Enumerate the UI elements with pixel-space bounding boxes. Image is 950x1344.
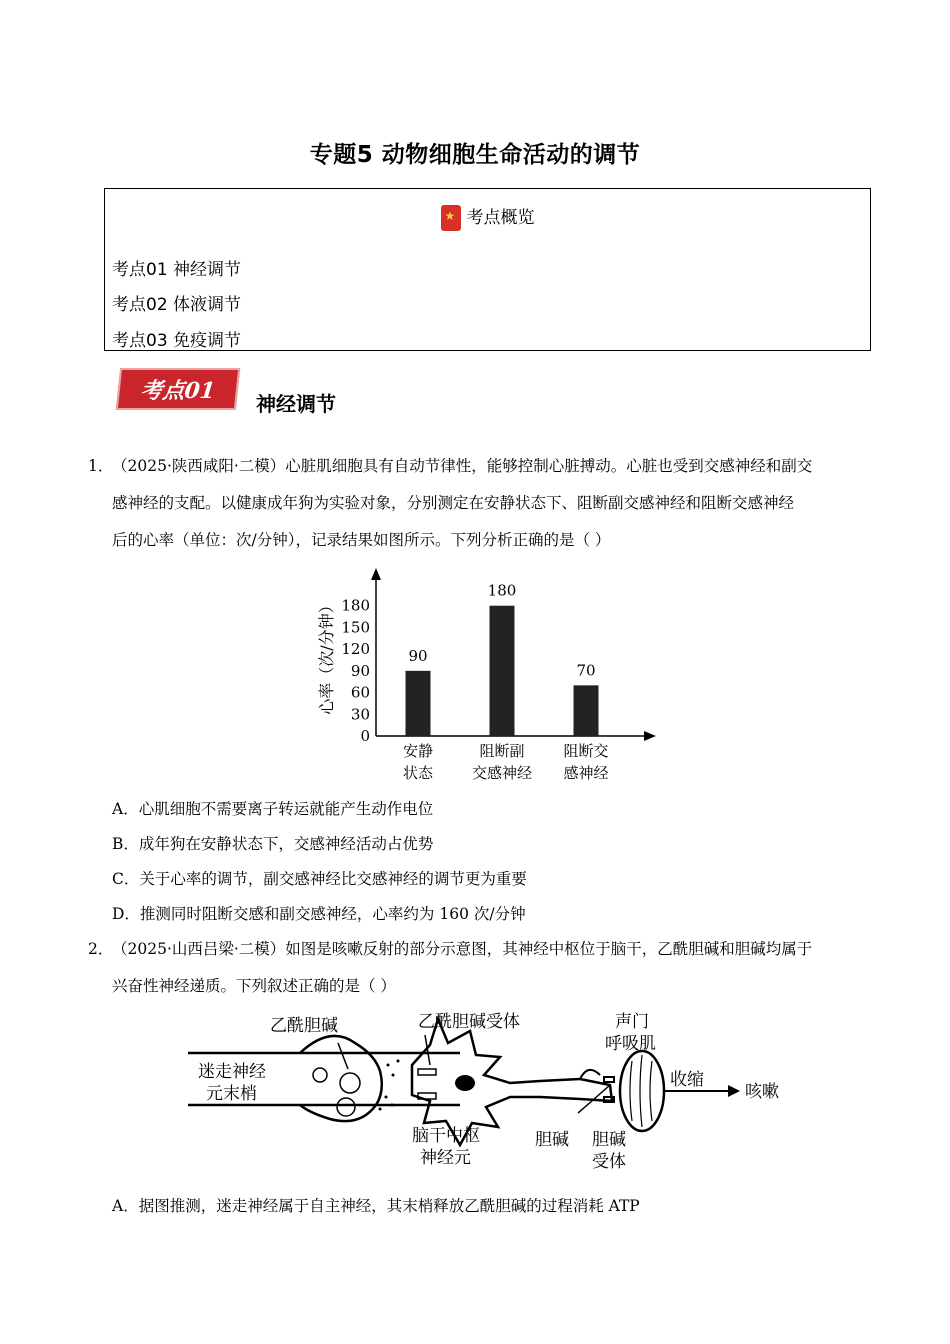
label-cough: 咳嗽 [745,1082,779,1102]
option-c: C．关于心率的调节，副交感神经比交感神经的调节更为重要 [112,870,527,888]
y-axis-label: 心率（次/分钟） [317,597,336,715]
y-tick-label: 30 [350,705,370,724]
option-b: B．成年狗在安静状态下，交感神经活动占优势 [112,835,434,853]
bar-value-label: 70 [576,661,596,680]
category-label: 阻断交 [563,742,609,760]
label-vagus-1: 迷走神经 [198,1062,266,1082]
label-center-2: 神经元 [420,1148,471,1168]
bar [574,685,599,736]
overview-item: 考点02 体液调节 [112,295,242,315]
ach-receptor [418,1069,436,1075]
overview-box [104,188,871,351]
x-axis-arrow-icon [644,731,656,741]
category-label: 状态 [402,764,434,782]
y-tick-label: 180 [341,596,370,615]
label-choline-receptor-2: 受体 [592,1152,626,1172]
overview-heading [105,203,870,231]
y-tick-label: 60 [350,683,370,702]
bar [406,671,431,736]
label-ach: 乙酰胆碱 [270,1016,338,1036]
label-vagus-2: 元末梢 [206,1084,257,1104]
overview-heading-text: 考点概览 [466,208,535,228]
category-label: 安静 [402,742,434,760]
category-label: 交感神经 [471,764,533,782]
bar-value-label: 180 [487,581,517,600]
y-tick-label: 120 [341,640,370,659]
label-choline-receptor-1: 胆碱 [592,1130,626,1150]
question-text-line: 后的心率（单位：次/分钟），记录结果如图所示。下列分析正确的是（ ） [112,531,611,549]
option-d: D．推测同时阻断交感和副交感神经，心率约为 160 次/分钟 [112,905,526,923]
overview-item: 考点01 神经调节 [112,260,242,280]
question-text-line: 感神经的支配。以健康成年狗为实验对象，分别测定在安静状态下、阻断副交感神经和阻断交感神经 [112,494,795,512]
respiratory-muscle [620,1051,664,1131]
cough-reflex-diagram [180,1005,800,1175]
y-tick-label: 150 [341,618,370,637]
y-tick-label: 90 [350,661,370,680]
vesicle [337,1098,355,1116]
question-text-line: （2025·陕西咸阳·二模）心脏肌细胞具有自动节律性，能够控制心脏搏动。心脏也受到交感神经和副交 [112,457,813,475]
question-text-line: 兴奋性神经递质。下列叙述正确的是（ ） [112,977,396,995]
heart-rate-chart [300,560,670,782]
question-number: 2． [88,940,114,958]
arrow-head-icon [728,1085,740,1097]
option-a: A．据图推测，迷走神经属于自主神经，其末梢释放乙酰胆碱的过程消耗 ATP [112,1197,640,1215]
category-label: 阻断副 [479,742,525,760]
section-title: 神经调节 [256,392,336,416]
y-tick-label: 0 [360,727,370,745]
question-number: 1． [88,457,114,475]
label-glottis-1: 声门 [615,1012,649,1032]
page-title: 专题5 动物细胞生命活动的调节 [309,142,641,168]
option-a: A．心肌细胞不需要离子转运就能产生动作电位 [112,800,434,818]
label-pointer [338,1043,348,1069]
bar-value-label: 90 [408,646,428,665]
label-ach-receptor: 乙酰胆碱受体 [418,1012,520,1032]
question-text-line: （2025·山西吕梁·二模）如图是咳嗽反射的部分示意图，其神经中枢位于脑干，乙酰胆碱和胆碱均属于 [112,940,813,958]
overview-item: 考点03 免疫调节 [112,331,242,351]
bar [490,606,515,736]
section-badge: 考点01 [116,368,240,410]
nucleus [455,1075,475,1091]
label-choline: 胆碱 [535,1130,569,1150]
vesicle [340,1073,360,1093]
y-axis-arrow-icon [371,568,381,580]
category-label: 感神经 [563,764,609,782]
label-contract: 收缩 [670,1070,704,1090]
label-glottis-2: 呼吸肌 [605,1034,656,1054]
book-icon [441,205,461,231]
vesicle [313,1068,327,1082]
label-center-1: 脑干中枢 [412,1126,480,1146]
